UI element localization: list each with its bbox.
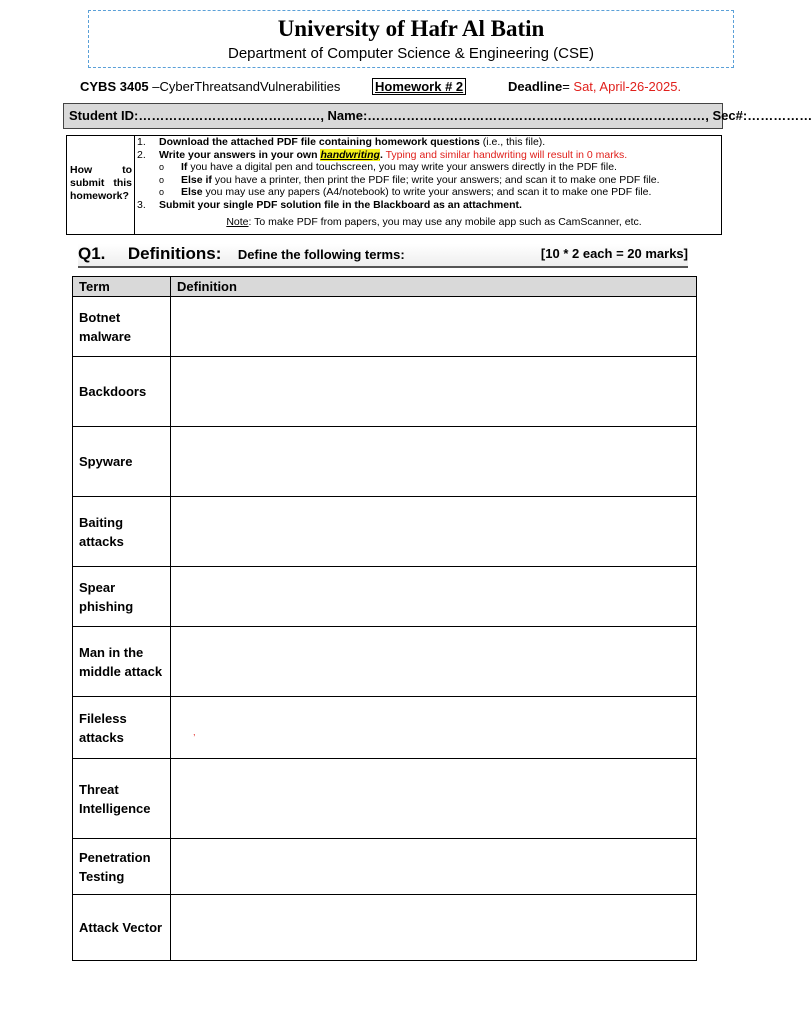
- red-comma-mark: ,: [193, 727, 196, 737]
- instruction-sub-3: [137, 186, 721, 199]
- question-number: Q1.: [78, 244, 106, 263]
- step-text: Submit your single PDF solution file in the Blackboard as an attachment.: [159, 198, 522, 211]
- table-row: [73, 759, 697, 839]
- definition-cell[interactable]: [171, 427, 697, 497]
- how-to-label-line: submit this: [70, 177, 132, 189]
- instruction-sub-1: [137, 161, 721, 174]
- submission-instructions: [66, 135, 722, 235]
- instruction-step-3: [137, 199, 721, 212]
- note-text: : To make PDF from papers, you may use any mobile app such as CamScanner, etc.: [248, 215, 642, 228]
- term-cell: Penetration Testing: [73, 839, 171, 895]
- definition-cell[interactable]: [171, 567, 697, 627]
- definitions-table: [72, 276, 697, 961]
- course-line: [80, 78, 700, 96]
- note: [137, 216, 721, 229]
- step-text: (i.e., this file).: [479, 136, 546, 148]
- instruction-step-2: [137, 149, 721, 162]
- term-cell: Fileless attacks: [73, 697, 171, 759]
- table-row: [73, 627, 697, 697]
- definition-cell[interactable]: [171, 357, 697, 427]
- term-cell: Spyware: [73, 427, 171, 497]
- handwriting-highlight: handwriting: [320, 148, 380, 161]
- table-row: [73, 839, 697, 895]
- definition-cell[interactable]: [171, 627, 697, 697]
- bullet-icon: o: [159, 174, 165, 185]
- instruction-sub-2: [137, 174, 721, 187]
- step-number: 1.: [137, 136, 146, 148]
- step-text: .: [379, 148, 383, 161]
- sub-text: If: [181, 161, 188, 174]
- note-label: Note: [226, 215, 249, 228]
- university-header: [88, 10, 734, 68]
- table-row: [73, 697, 697, 759]
- sub-text: Else: [181, 186, 203, 199]
- definition-cell[interactable]: [171, 759, 697, 839]
- how-to-label-line: How to: [70, 164, 132, 176]
- step-text: Download the attached PDF file containing homework questions: [159, 136, 480, 148]
- warning-text: Typing and similar handwriting will result in 0 marks.: [382, 148, 628, 161]
- term-cell: Man in the middle attack: [73, 627, 171, 697]
- instructions-list: [137, 136, 721, 228]
- homework-label: Homework # 2: [372, 78, 466, 95]
- student-info-bar[interactable]: Student ID:……………………………………, Name:……………………………………………………………………, Sec#:……………: [63, 103, 723, 129]
- deadline-label: Deadline: [508, 79, 563, 94]
- table-row: [73, 357, 697, 427]
- term-cell: Attack Vector: [73, 895, 171, 961]
- term-cell: Baiting attacks: [73, 497, 171, 567]
- how-to-submit-label: [67, 136, 135, 234]
- how-to-label-line: homework?: [70, 190, 129, 202]
- step-number: 3.: [137, 198, 146, 211]
- table-row: [73, 297, 697, 357]
- sub-text: you have a digital pen and touchscreen, you may write your answers directly in the PDF file.: [187, 161, 617, 174]
- step-text: Write your answers in your own: [159, 148, 321, 161]
- definition-cell[interactable]: [171, 839, 697, 895]
- course-code: CYBS 3405: [80, 79, 149, 94]
- course-separator: –: [148, 79, 160, 94]
- question-heading: [78, 244, 688, 268]
- question-marks: [10 * 2 each = 20 marks]: [540, 246, 688, 261]
- department-name: Department of Computer Science & Engineering (CSE): [227, 45, 594, 62]
- table-row: [73, 567, 697, 627]
- table-header-row: [73, 277, 697, 297]
- question-title: Definitions:: [127, 244, 222, 263]
- definition-cell[interactable]: [171, 895, 697, 961]
- deadline-equals: =: [562, 79, 574, 94]
- column-header-term: Term: [73, 277, 171, 297]
- deadline-value: Sat, April-26-2025.: [573, 79, 682, 94]
- university-title: University of Hafr Al Batin: [277, 16, 545, 41]
- sub-text: you have a printer, then print the PDF file; write your answers; and scan it to make one PDF file.: [211, 173, 660, 186]
- definition-cell[interactable]: [171, 497, 697, 567]
- table-row: [73, 895, 697, 961]
- table-row: [73, 497, 697, 567]
- term-cell: Threat Intelligence: [73, 759, 171, 839]
- table-row: [73, 427, 697, 497]
- question-instruction: Define the following terms:: [237, 247, 405, 262]
- step-number: 2.: [137, 148, 146, 161]
- sub-text: Else if: [181, 173, 212, 186]
- bullet-icon: o: [159, 162, 165, 173]
- sub-text: you may use any papers (A4/notebook) to write your answers; and scan it to make one PDF file.: [202, 186, 652, 199]
- deadline: [508, 78, 681, 96]
- instruction-step-1: [137, 136, 721, 149]
- column-header-definition: Definition: [171, 277, 697, 297]
- term-cell: Botnet malware: [73, 297, 171, 357]
- definition-cell[interactable]: [171, 697, 697, 759]
- course-name: CyberThreatsandVulnerabilities: [159, 79, 341, 94]
- definition-cell[interactable]: [171, 297, 697, 357]
- term-cell: Spear phishing: [73, 567, 171, 627]
- term-cell: Backdoors: [73, 357, 171, 427]
- bullet-icon: o: [159, 187, 165, 198]
